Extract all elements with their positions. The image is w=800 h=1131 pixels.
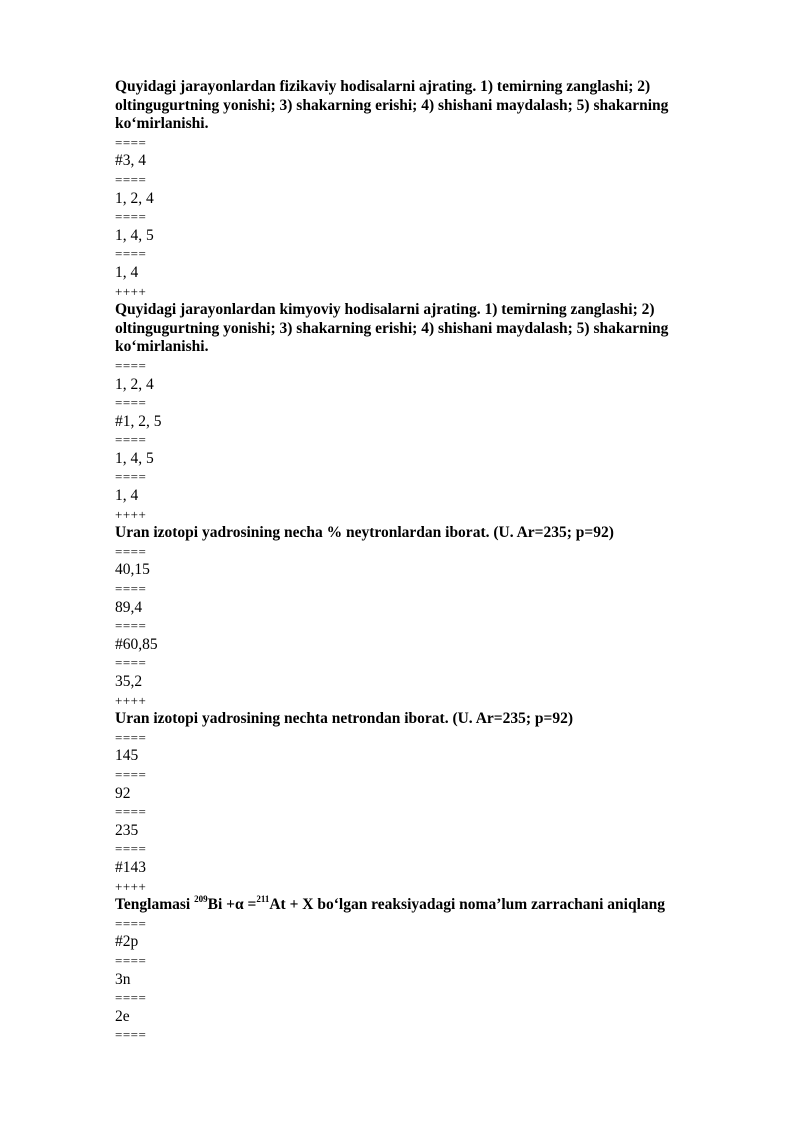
- question-text: [115, 893, 705, 915]
- answer-option: 145: [115, 747, 139, 765]
- answer-option: #60,85: [115, 635, 158, 653]
- option-separator: ====: [115, 618, 147, 634]
- option-separator: ====: [115, 581, 147, 597]
- answer-option: 1, 4, 5: [115, 226, 154, 244]
- option-separator: ====: [115, 171, 147, 187]
- option-separator: ====: [115, 209, 147, 225]
- question-text-part: At + X bo‘lgan reaksiyadagi noma’lum zarrachani aniqlang: [269, 896, 665, 914]
- answer-option: 92: [115, 784, 131, 802]
- answer-option: 1, 2, 4: [115, 189, 154, 207]
- answer-option: 1, 2, 4: [115, 375, 154, 393]
- answer-option: #1, 2, 5: [115, 412, 162, 430]
- mass-number-superscript: 211: [256, 893, 270, 904]
- mass-number-superscript: 209: [194, 893, 208, 904]
- option-separator: ====: [115, 1027, 147, 1043]
- question-text: Quyidagi jarayonlardan kimyoviy hodisalarni ajrating. 1) temirning zanglashi; 2) oltingugurtning yonishi; 3) shakarning erishi; 4) shishani maydalash; 5) shakarning ko‘mirlanishi.: [115, 301, 669, 356]
- answer-option: #3, 4: [115, 152, 146, 170]
- document-page: [115, 78, 705, 1045]
- question-text: Quyidagi jarayonlardan fizikaviy hodisalarni ajrating. 1) temirning zanglashi; 2) oltingugurtning yonishi; 3) shakarning erishi; 4) shishani maydalash; 5) shakarning ko‘mirlanishi.: [115, 78, 669, 133]
- question-separator: ++++: [115, 692, 147, 708]
- question-separator: ++++: [115, 878, 147, 894]
- option-separator: ====: [115, 841, 147, 857]
- answer-option: 2e: [115, 1007, 130, 1025]
- question-separator: ++++: [115, 283, 147, 299]
- option-separator: ====: [115, 395, 147, 411]
- option-separator: ====: [115, 134, 147, 150]
- answer-option: 235: [115, 821, 139, 839]
- option-separator: ====: [115, 655, 147, 671]
- answer-option: 1, 4, 5: [115, 449, 154, 467]
- answer-option: #143: [115, 858, 146, 876]
- option-separator: ====: [115, 432, 147, 448]
- option-separator: ====: [115, 952, 147, 968]
- question-text: Uran izotopi yadrosining necha % neytronlardan iborat. (U. Ar=235; p=92): [115, 524, 614, 542]
- option-separator: ====: [115, 469, 147, 485]
- question-separator: ++++: [115, 506, 147, 522]
- option-separator: ====: [115, 543, 147, 559]
- option-separator: ====: [115, 357, 147, 373]
- option-separator: ====: [115, 804, 147, 820]
- answer-option: 89,4: [115, 598, 143, 616]
- question-text-part: Tenglamasi: [115, 896, 195, 914]
- answer-option: 3n: [115, 970, 131, 988]
- answer-option: 40,15: [115, 561, 150, 579]
- answer-option: 1, 4: [115, 263, 139, 281]
- option-separator: ====: [115, 766, 147, 782]
- answer-option: 1, 4: [115, 487, 139, 505]
- question-text-part: Bi +α =: [207, 896, 257, 914]
- option-separator: ====: [115, 729, 147, 745]
- answer-option: #2p: [115, 933, 139, 951]
- answer-option: 35,2: [115, 673, 143, 690]
- option-separator: ====: [115, 246, 147, 262]
- question-text: Uran izotopi yadrosining nechta netrondan iborat. (U. Ar=235; p=92): [115, 710, 574, 728]
- option-separator: ====: [115, 915, 147, 931]
- option-separator: ====: [115, 990, 147, 1006]
